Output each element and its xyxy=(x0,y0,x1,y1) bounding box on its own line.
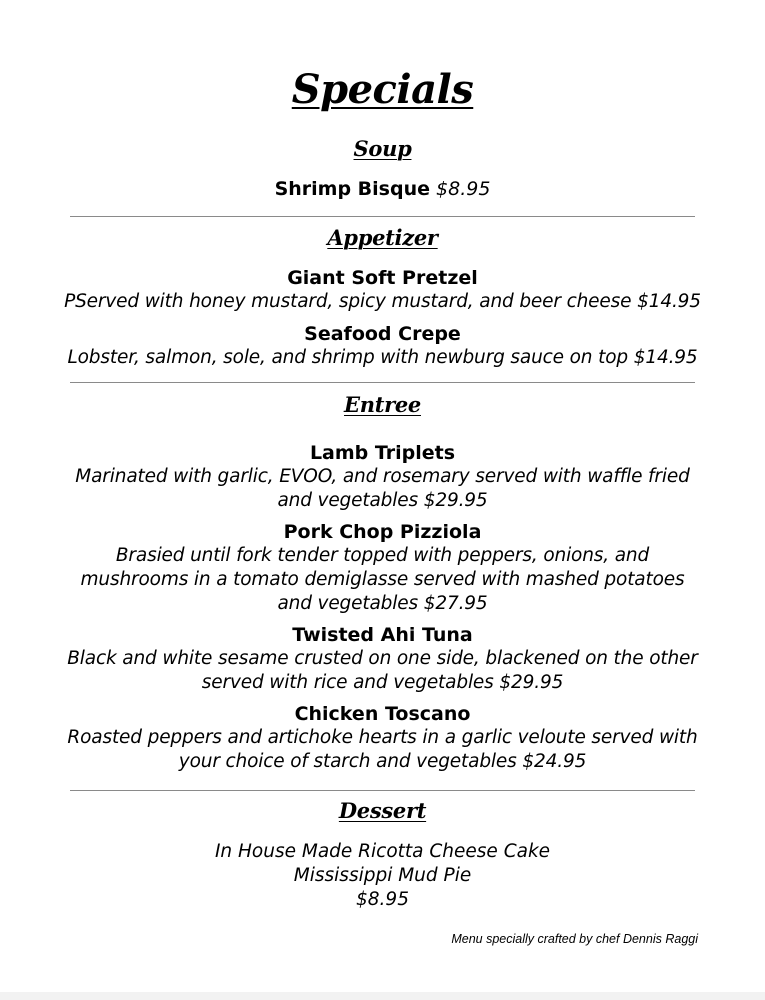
item-description-line: mushrooms in a tomato demiglasse served with mashed potatoes xyxy=(80,569,685,590)
section-divider xyxy=(70,216,695,217)
section-title-dessert: Dessert xyxy=(338,798,427,823)
section-divider xyxy=(70,790,695,791)
page-bottom-edge xyxy=(0,992,765,1000)
section-title-appetizer: Appetizer xyxy=(327,225,438,250)
dessert-price: $8.95 xyxy=(356,889,409,910)
item-name: Shrimp Bisque xyxy=(274,178,431,200)
item-name: Chicken Toscano xyxy=(294,703,471,725)
item-name: Seafood Crepe xyxy=(304,323,461,345)
item-description-line: Roasted peppers and artichoke hearts in a garlic veloute served with xyxy=(67,727,698,748)
dessert-line: In House Made Ricotta Cheese Cake xyxy=(214,841,551,862)
section-title-entree: Entree xyxy=(344,392,421,417)
item-description-line: and vegetables $27.95 xyxy=(277,593,488,614)
menu-item-shrimp-bisque xyxy=(0,176,765,202)
item-description-line: and vegetables $29.95 xyxy=(277,490,488,511)
section-divider xyxy=(70,382,695,383)
item-description-line: your choice of starch and vegetables $24.95 xyxy=(178,751,587,772)
item-name: Lamb Triplets xyxy=(309,442,456,464)
chef-credit: Menu specially crafted by chef Dennis Raggi xyxy=(451,932,698,946)
item-name: Pork Chop Pizziola xyxy=(283,521,482,543)
item-description-line: Brasied until fork tender topped with peppers, onions, and xyxy=(115,545,650,566)
section-title-soup: Soup xyxy=(353,136,412,161)
item-name: Twisted Ahi Tuna xyxy=(292,624,473,646)
dessert-line: Mississippi Mud Pie xyxy=(293,865,472,886)
page-title: Specials xyxy=(291,66,474,113)
item-description: PServed with honey mustard, spicy mustard, and beer cheese $14.95 xyxy=(64,291,701,312)
item-description-line: Black and white sesame crusted on one side, blackened on the other xyxy=(67,648,698,669)
item-price: $8.95 xyxy=(436,178,491,200)
item-name: Giant Soft Pretzel xyxy=(287,267,478,289)
item-description-line: served with rice and vegetables $29.95 xyxy=(201,672,564,693)
item-description-line: Marinated with garlic, EVOO, and rosemary served with waffle fried xyxy=(75,466,690,487)
item-description: Lobster, salmon, sole, and shrimp with newburg sauce on top $14.95 xyxy=(67,347,698,368)
